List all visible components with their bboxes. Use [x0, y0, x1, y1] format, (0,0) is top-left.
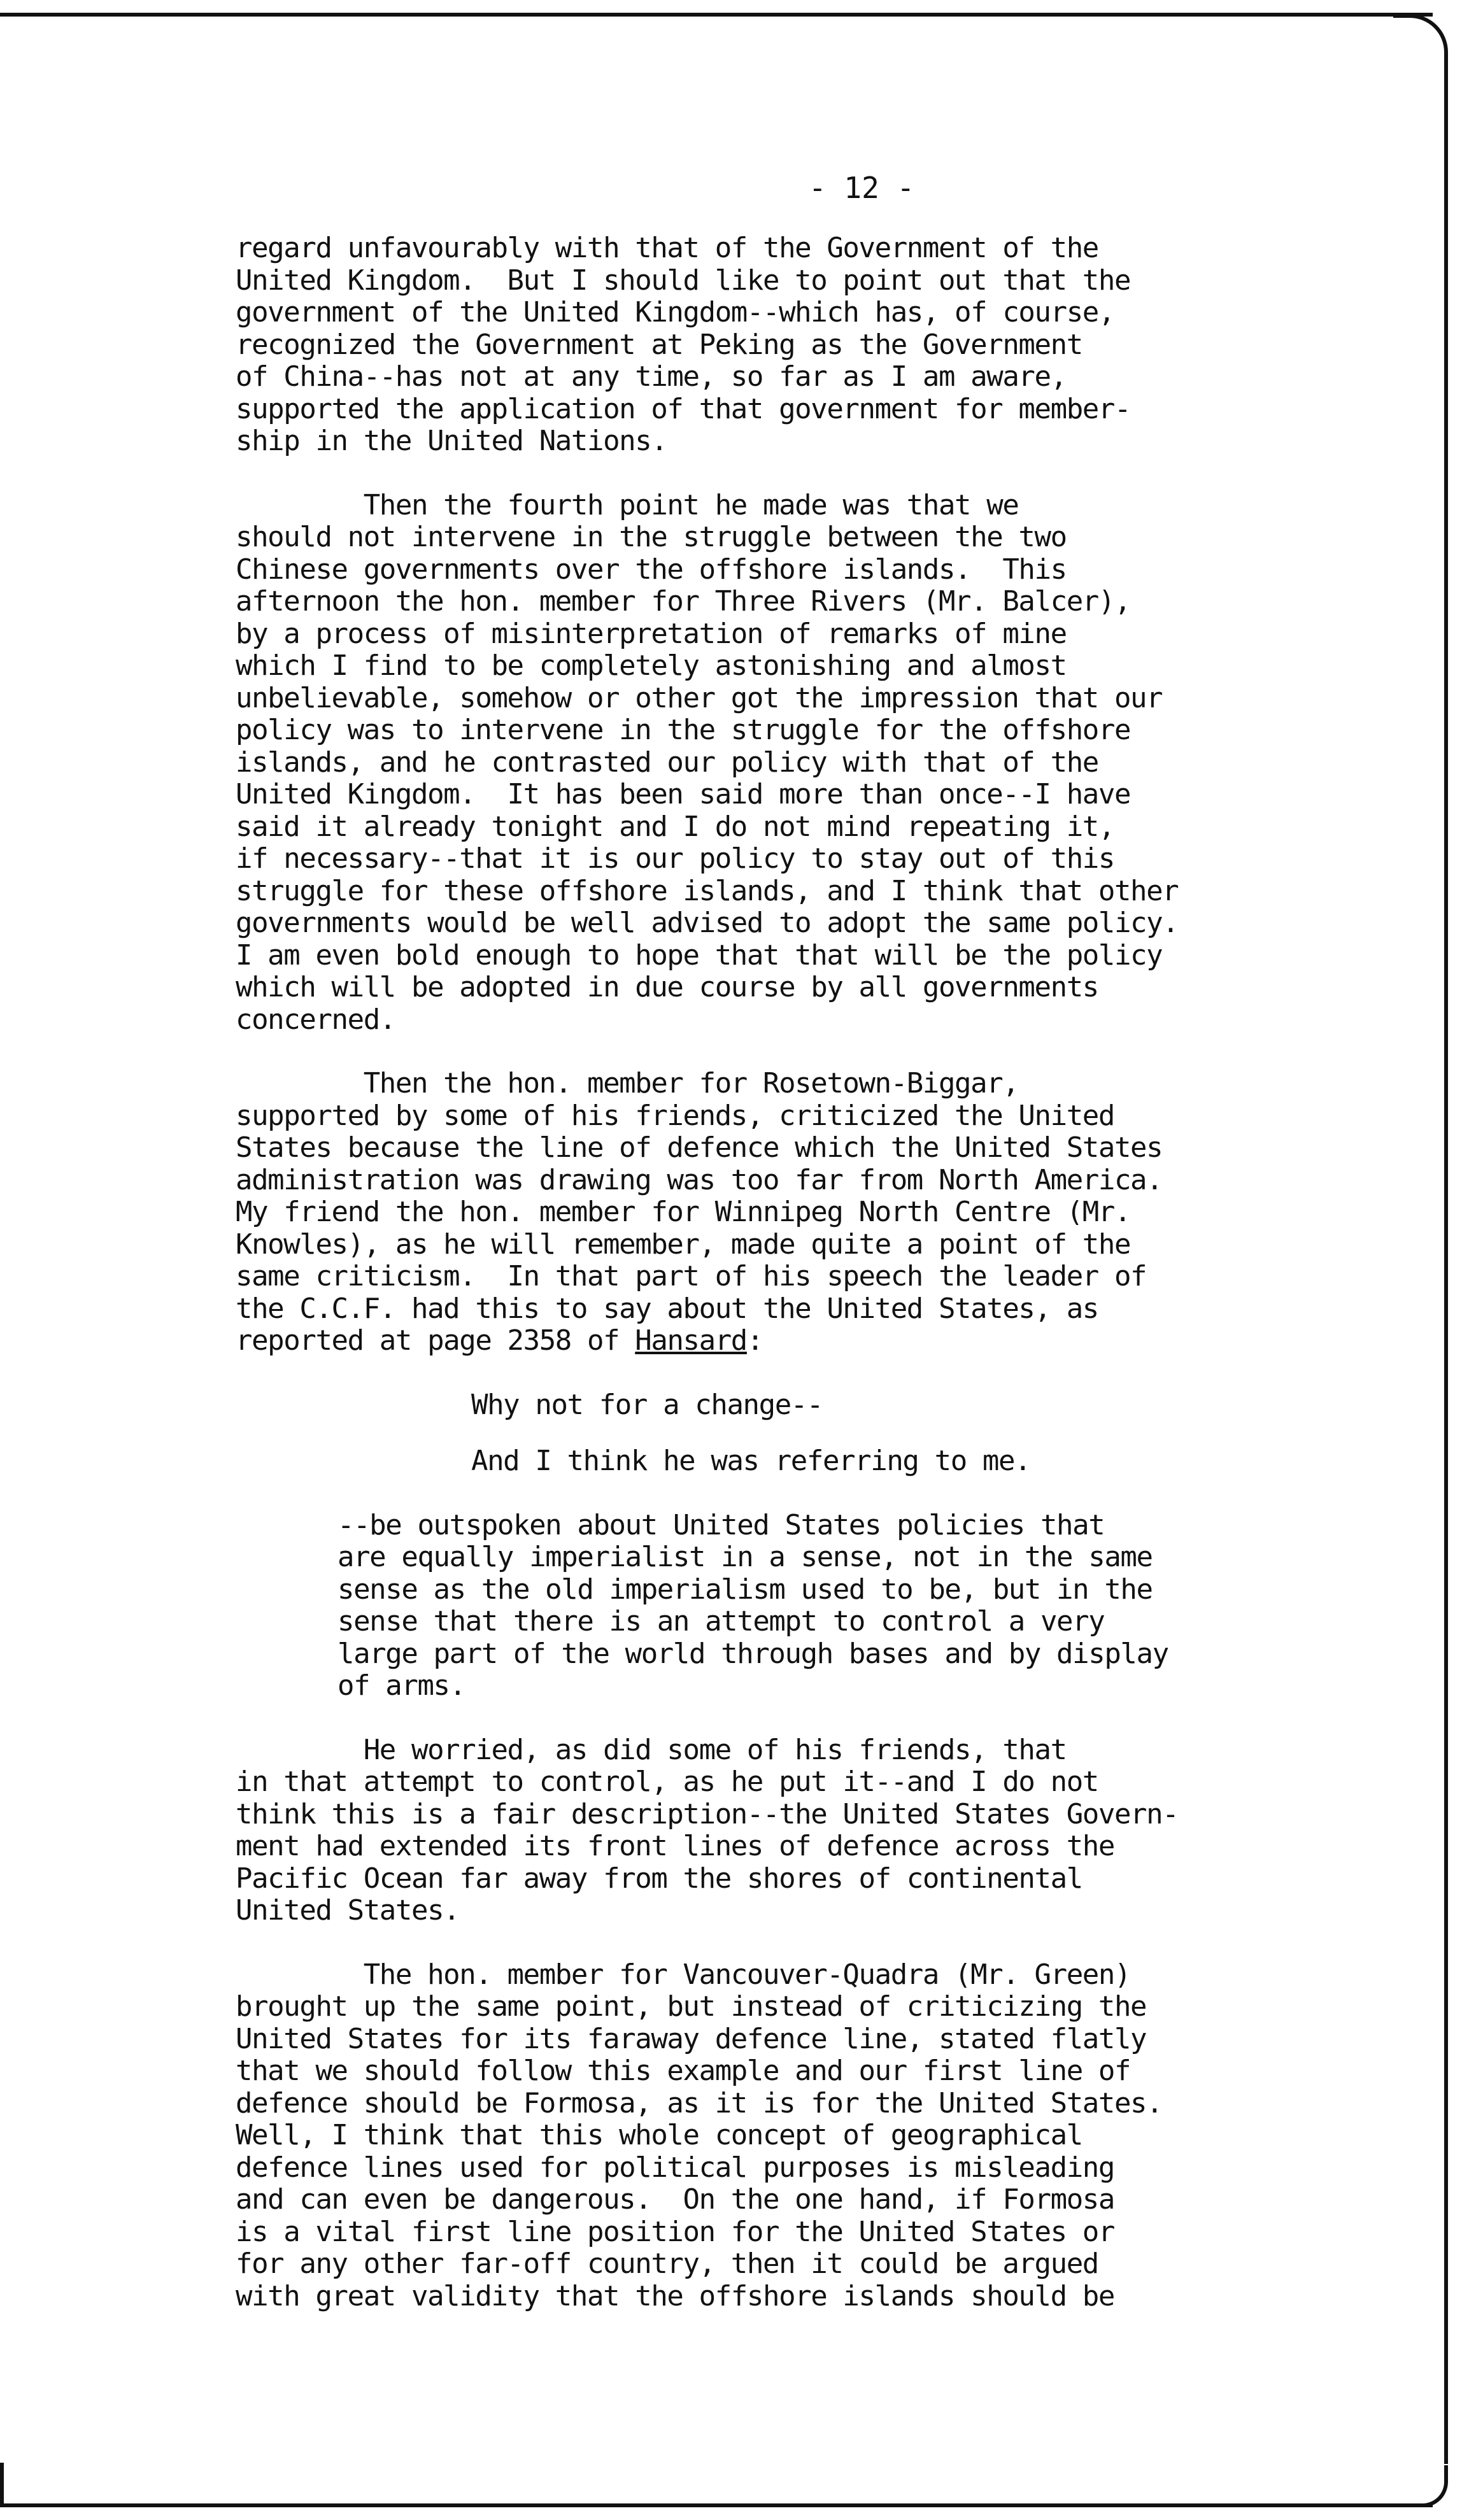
- text-line: United Kingdom. But I should like to point out that the: [236, 264, 1131, 297]
- paragraphs-after-quote: [236, 1734, 1433, 2313]
- text-line: regard unfavourably with that of the Government of the: [236, 232, 1098, 264]
- text-line: and can even be dangerous. On the one hand, if Formosa: [236, 2183, 1114, 2216]
- text-line: defence lines used for political purposes is misleading: [236, 2151, 1114, 2184]
- page-border-right: [1444, 57, 1448, 2464]
- text-line: ship in the United Nations.: [236, 425, 667, 457]
- text-line: reported at page 2358 of Hansard:: [236, 1324, 763, 1357]
- paragraphs-before-quote: [236, 232, 1433, 1357]
- paragraph: [236, 1959, 1433, 2313]
- text-line: I am even bold enough to hope that that will be the policy: [236, 938, 1163, 972]
- text-line: The hon. member for Vancouver-Quadra (Mr. Green): [236, 1958, 1131, 1991]
- text-line: said it already tonight and I do not mind repeating it,: [236, 810, 1114, 843]
- page-border-corner-top-right: [1393, 14, 1448, 69]
- text-line: in that attempt to control, as he put it--and I do not: [236, 1766, 1098, 1798]
- text-line: islands, and he contrasted our policy with that of the: [236, 746, 1098, 779]
- text-line: Then the hon. member for Rosetown-Biggar,: [236, 1067, 1019, 1100]
- page-border-bottom: [0, 2503, 1433, 2507]
- text-line: think this is a fair description--the United States Govern-: [236, 1797, 1179, 1830]
- underlined-reference: Hansard: [635, 1324, 747, 1357]
- text-line: which will be adopted in due course by all governments: [236, 971, 1098, 1003]
- paragraph: [236, 490, 1433, 1037]
- paragraph: [236, 1734, 1433, 1927]
- text-line: with great validity that the offshore islands should be: [236, 2279, 1114, 2312]
- text-line: afternoon the hon. member for Three Rivers (Mr. Balcer),: [236, 585, 1131, 618]
- text-line: United States for its faraway defence line, stated flatly: [236, 2022, 1147, 2055]
- quote-line: sense as the old imperialism used to be, but in the: [337, 1573, 1153, 1606]
- quote-line: are equally imperialist in a sense, not in the same: [337, 1541, 1153, 1573]
- text-line: My friend the hon. member for Winnipeg North Centre (Mr.: [236, 1196, 1131, 1228]
- text-line: by a process of misinterpretation of remarks of mine: [236, 617, 1067, 650]
- quote-line: of arms.: [337, 1669, 465, 1702]
- text-line: for any other far-off country, then it could be argued: [236, 2247, 1098, 2280]
- text-line: which I find to be completely astonishing and almost: [236, 649, 1067, 682]
- text-line: is a vital first line position for the United States or: [236, 2215, 1114, 2248]
- paragraph: [236, 232, 1433, 458]
- quote-line: --be outspoken about United States policies that: [337, 1508, 1105, 1541]
- document-body: [236, 232, 1433, 2344]
- quote-line: large part of the world through bases and by display: [337, 1637, 1168, 1670]
- page-border-left-stub: [0, 2463, 4, 2507]
- quote-line: sense that there is an attempt to control a very: [337, 1605, 1105, 1638]
- text-line: recognized the Government at Peking as the Government: [236, 328, 1082, 361]
- text-line: unbelievable, somehow or other got the impression that our: [236, 681, 1163, 714]
- text-line: United Kingdom. It has been said more than once--I have: [236, 778, 1131, 811]
- quote-intro-2: And I think he was referring to me.: [471, 1445, 1031, 1477]
- text-line: Well, I think that this whole concept of geographical: [236, 2119, 1082, 2151]
- text-line: should not intervene in the struggle between the two: [236, 521, 1067, 553]
- text-line: that we should follow this example and our first line of: [236, 2055, 1131, 2087]
- text-line: struggle for these offshore islands, and I think that other: [236, 874, 1179, 907]
- text-line: supported by some of his friends, criticized the United: [236, 1099, 1114, 1132]
- text-line: governments would be well advised to adopt the same policy.: [236, 907, 1179, 939]
- text-line: administration was drawing was too far from North America.: [236, 1163, 1163, 1196]
- page-border-top: [0, 13, 1433, 17]
- text-line: policy was to intervene in the struggle for the offshore: [236, 714, 1131, 746]
- text-line: defence should be Formosa, as it is for the United States.: [236, 2086, 1163, 2120]
- text-line: Then the fourth point he made was that we: [236, 488, 1019, 521]
- text-line: the C.C.F. had this to say about the United States, as: [236, 1292, 1098, 1325]
- text-line: Chinese governments over the offshore islands. This: [236, 553, 1067, 586]
- text-line: Pacific Ocean far away from the shores of continental: [236, 1862, 1082, 1895]
- text-line: if necessary--that it is our policy to stay out of this: [236, 842, 1114, 875]
- text-line: United States.: [236, 1894, 460, 1927]
- text-line: concerned.: [236, 1003, 395, 1036]
- text-line: brought up the same point, but instead of criticizing the: [236, 1990, 1147, 2023]
- quote-intro-1: Why not for a change--: [471, 1388, 823, 1421]
- page-number: - 12 -: [809, 171, 915, 205]
- text-line: Knowles), as he will remember, made quite a point of the: [236, 1228, 1131, 1261]
- paragraph: [236, 1068, 1433, 1357]
- text-line: ment had extended its front lines of defence across the: [236, 1830, 1114, 1862]
- text-line: same criticism. In that part of his speech the leader of: [236, 1260, 1147, 1292]
- text-line: States because the line of defence which the United States: [236, 1131, 1163, 1164]
- text-line: government of the United Kingdom--which has, of course,: [236, 296, 1114, 329]
- block-quote: [337, 1510, 1433, 1702]
- text-line: supported the application of that government for member-: [236, 392, 1131, 425]
- text-line: He worried, as did some of his friends, that: [236, 1733, 1067, 1766]
- text-line: of China--has not at any time, so far as I am aware,: [236, 360, 1067, 393]
- page-border-corner-bottom-right: [1406, 2465, 1448, 2507]
